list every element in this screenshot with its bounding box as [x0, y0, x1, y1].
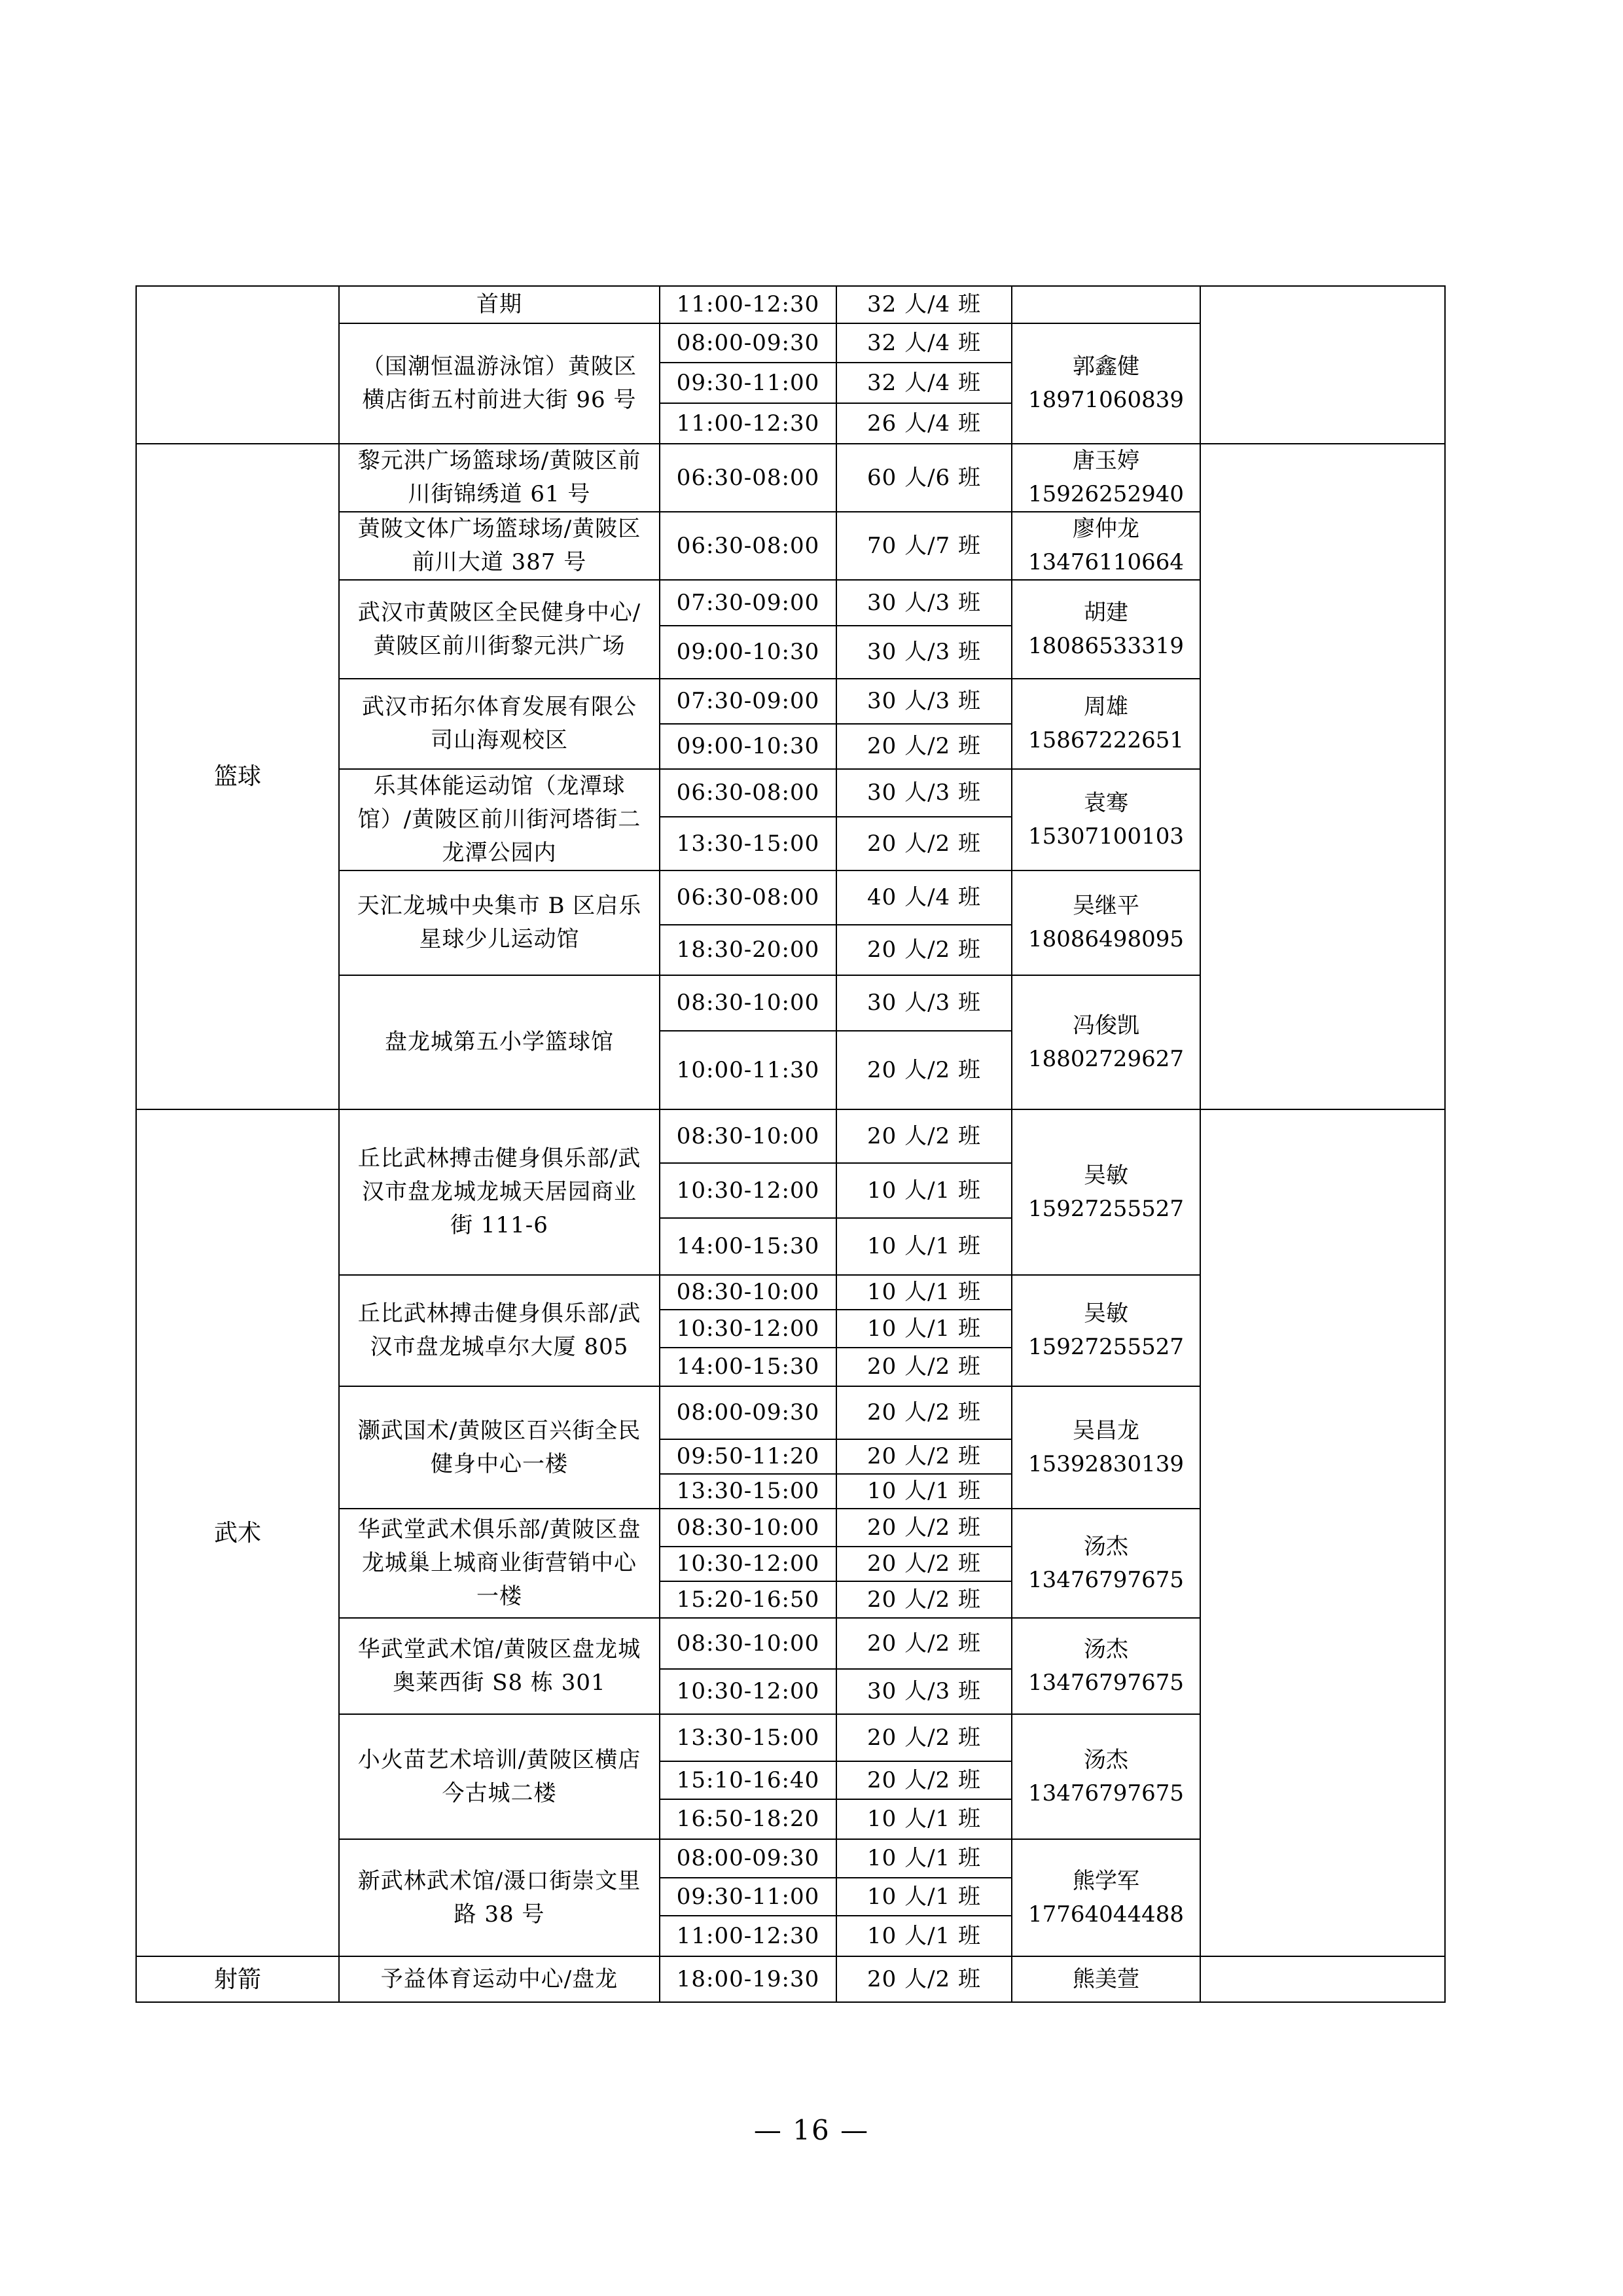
venue-cell: 丘比武林搏击健身俱乐部/武汉市盘龙城卓尔大厦 805	[339, 1275, 660, 1386]
time-slot-cell: 11:00-12:30	[660, 286, 836, 323]
venue-cell: 灏武国术/黄陂区百兴街全民健身中心一楼	[339, 1386, 660, 1509]
venue-cell: 乐其体能运动馆（龙潭球馆）/黄陂区前川街河塔街二龙潭公园内	[339, 769, 660, 870]
contact-cell: 熊美萱	[1012, 1956, 1200, 2002]
contact-cell: 袁骞 15307100103	[1012, 769, 1200, 870]
contact-cell: 汤杰 13476797675	[1012, 1714, 1200, 1839]
sport-category-cell: 武术	[136, 1109, 339, 1956]
venue-cell: 新武林武术馆/滠口街崇文里路 38 号	[339, 1839, 660, 1956]
time-slot-cell: 06:30-08:00	[660, 512, 836, 580]
time-slot-cell: 06:30-08:00	[660, 444, 836, 512]
capacity-cell: 20 人/2 班	[836, 1956, 1012, 2002]
capacity-cell: 70 人/7 班	[836, 512, 1012, 580]
time-slot-cell: 18:30-20:00	[660, 925, 836, 975]
time-slot-cell: 08:30-10:00	[660, 975, 836, 1031]
capacity-cell: 10 人/1 班	[836, 1310, 1012, 1348]
capacity-cell: 20 人/2 班	[836, 1509, 1012, 1547]
capacity-cell: 30 人/3 班	[836, 769, 1012, 817]
capacity-cell: 30 人/3 班	[836, 626, 1012, 679]
venue-schedule-table	[135, 285, 1446, 2003]
contact-cell: 汤杰 13476797675	[1012, 1509, 1200, 1618]
time-slot-cell: 08:00-09:30	[660, 323, 836, 363]
time-slot-cell: 09:50-11:20	[660, 1439, 836, 1474]
time-slot-cell: 10:30-12:00	[660, 1547, 836, 1581]
capacity-cell: 20 人/2 班	[836, 1547, 1012, 1581]
contact-cell: 吴敏 15927255527	[1012, 1109, 1200, 1275]
contact-cell: 吴敏 15927255527	[1012, 1275, 1200, 1386]
time-slot-cell: 06:30-08:00	[660, 870, 836, 925]
capacity-cell: 30 人/3 班	[836, 580, 1012, 626]
capacity-cell: 10 人/1 班	[836, 1163, 1012, 1218]
sport-category-cell: 射箭	[136, 1956, 339, 2002]
capacity-cell: 20 人/2 班	[836, 1031, 1012, 1109]
time-slot-cell: 08:00-09:30	[660, 1386, 836, 1439]
time-slot-cell: 09:30-11:00	[660, 363, 836, 403]
time-slot-cell: 14:00-15:30	[660, 1218, 836, 1275]
time-slot-cell: 08:30-10:00	[660, 1509, 836, 1547]
remark-cell	[1200, 1956, 1445, 2002]
venue-cell: 小火苗艺术培训/黄陂区横店今古城二楼	[339, 1714, 660, 1839]
venue-cell: 首期	[339, 286, 660, 323]
time-slot-cell: 14:00-15:30	[660, 1348, 836, 1386]
contact-cell	[1012, 286, 1200, 323]
sport-category-cell: 篮球	[136, 444, 339, 1109]
capacity-cell: 20 人/2 班	[836, 724, 1012, 769]
venue-cell: 黎元洪广场篮球场/黄陂区前川街锦绣道 61 号	[339, 444, 660, 512]
capacity-cell: 20 人/2 班	[836, 1618, 1012, 1669]
time-slot-cell: 15:10-16:40	[660, 1761, 836, 1799]
capacity-cell: 60 人/6 班	[836, 444, 1012, 512]
venue-cell: 武汉市拓尔体育发展有限公司山海观校区	[339, 679, 660, 769]
capacity-cell: 30 人/3 班	[836, 1669, 1012, 1714]
venue-cell: （国潮恒温游泳馆）黄陂区横店街五村前进大街 96 号	[339, 323, 660, 444]
venue-cell: 予益体育运动中心/盘龙	[339, 1956, 660, 2002]
table-body	[136, 286, 1445, 2002]
time-slot-cell: 07:30-09:00	[660, 580, 836, 626]
sport-category-cell	[136, 286, 339, 444]
time-slot-cell: 10:30-12:00	[660, 1163, 836, 1218]
time-slot-cell: 06:30-08:00	[660, 769, 836, 817]
contact-cell: 冯俊凯 18802729627	[1012, 975, 1200, 1109]
capacity-cell: 20 人/2 班	[836, 1581, 1012, 1618]
contact-cell: 周雄 15867222651	[1012, 679, 1200, 769]
capacity-cell: 20 人/2 班	[836, 1348, 1012, 1386]
table-row	[136, 444, 1445, 512]
contact-cell: 唐玉婷 15926252940	[1012, 444, 1200, 512]
time-slot-cell: 16:50-18:20	[660, 1799, 836, 1839]
capacity-cell: 20 人/2 班	[836, 1714, 1012, 1761]
capacity-cell: 10 人/1 班	[836, 1218, 1012, 1275]
capacity-cell: 40 人/4 班	[836, 870, 1012, 925]
capacity-cell: 30 人/3 班	[836, 679, 1012, 724]
page-number: — 16 —	[753, 2114, 870, 2146]
time-slot-cell: 08:30-10:00	[660, 1275, 836, 1310]
capacity-cell: 20 人/2 班	[836, 817, 1012, 870]
time-slot-cell: 08:30-10:00	[660, 1109, 836, 1163]
time-slot-cell: 07:30-09:00	[660, 679, 836, 724]
contact-cell: 廖仲龙 13476110664	[1012, 512, 1200, 580]
venue-cell: 丘比武林搏击健身俱乐部/武汉市盘龙城龙城天居园商业街 111-6	[339, 1109, 660, 1275]
time-slot-cell: 15:20-16:50	[660, 1581, 836, 1618]
time-slot-cell: 09:00-10:30	[660, 626, 836, 679]
capacity-cell: 20 人/2 班	[836, 1761, 1012, 1799]
time-slot-cell: 13:30-15:00	[660, 1714, 836, 1761]
venue-cell: 华武堂武术俱乐部/黄陂区盘龙城巢上城商业街营销中心一楼	[339, 1509, 660, 1618]
time-slot-cell: 10:30-12:00	[660, 1310, 836, 1348]
time-slot-cell: 09:30-11:00	[660, 1878, 836, 1916]
contact-cell: 吴继平 18086498095	[1012, 870, 1200, 975]
table-row	[136, 286, 1445, 323]
venue-cell: 华武堂武术馆/黄陂区盘龙城奥莱西街 S8 栋 301	[339, 1618, 660, 1714]
capacity-cell: 10 人/1 班	[836, 1916, 1012, 1956]
remark-cell	[1200, 286, 1445, 444]
table-row	[136, 1109, 1445, 1163]
capacity-cell: 10 人/1 班	[836, 1839, 1012, 1878]
contact-cell: 汤杰 13476797675	[1012, 1618, 1200, 1714]
time-slot-cell: 11:00-12:30	[660, 1916, 836, 1956]
time-slot-cell: 13:30-15:00	[660, 817, 836, 870]
capacity-cell: 32 人/4 班	[836, 363, 1012, 403]
venue-cell: 天汇龙城中央集市 B 区启乐星球少儿运动馆	[339, 870, 660, 975]
table-row	[136, 1956, 1445, 2002]
time-slot-cell: 08:00-09:30	[660, 1839, 836, 1878]
capacity-cell: 26 人/4 班	[836, 403, 1012, 444]
capacity-cell: 32 人/4 班	[836, 323, 1012, 363]
contact-cell: 胡建 18086533319	[1012, 580, 1200, 679]
capacity-cell: 10 人/1 班	[836, 1474, 1012, 1509]
time-slot-cell: 10:30-12:00	[660, 1669, 836, 1714]
time-slot-cell: 09:00-10:30	[660, 724, 836, 769]
capacity-cell: 10 人/1 班	[836, 1275, 1012, 1310]
contact-cell: 郭鑫健 18971060839	[1012, 323, 1200, 444]
venue-cell: 盘龙城第五小学篮球馆	[339, 975, 660, 1109]
remark-cell	[1200, 1109, 1445, 1956]
contact-cell: 熊学军 17764044488	[1012, 1839, 1200, 1956]
time-slot-cell: 08:30-10:00	[660, 1618, 836, 1669]
capacity-cell: 20 人/2 班	[836, 925, 1012, 975]
capacity-cell: 20 人/2 班	[836, 1386, 1012, 1439]
contact-cell: 吴昌龙 15392830139	[1012, 1386, 1200, 1509]
capacity-cell: 10 人/1 班	[836, 1799, 1012, 1839]
time-slot-cell: 11:00-12:30	[660, 403, 836, 444]
remark-cell	[1200, 444, 1445, 1109]
capacity-cell: 20 人/2 班	[836, 1109, 1012, 1163]
venue-cell: 武汉市黄陂区全民健身中心/黄陂区前川街黎元洪广场	[339, 580, 660, 679]
capacity-cell: 30 人/3 班	[836, 975, 1012, 1031]
venue-cell: 黄陂文体广场篮球场/黄陂区前川大道 387 号	[339, 512, 660, 580]
time-slot-cell: 10:00-11:30	[660, 1031, 836, 1109]
capacity-cell: 10 人/1 班	[836, 1878, 1012, 1916]
time-slot-cell: 18:00-19:30	[660, 1956, 836, 2002]
time-slot-cell: 13:30-15:00	[660, 1474, 836, 1509]
capacity-cell: 20 人/2 班	[836, 1439, 1012, 1474]
capacity-cell: 32 人/4 班	[836, 286, 1012, 323]
